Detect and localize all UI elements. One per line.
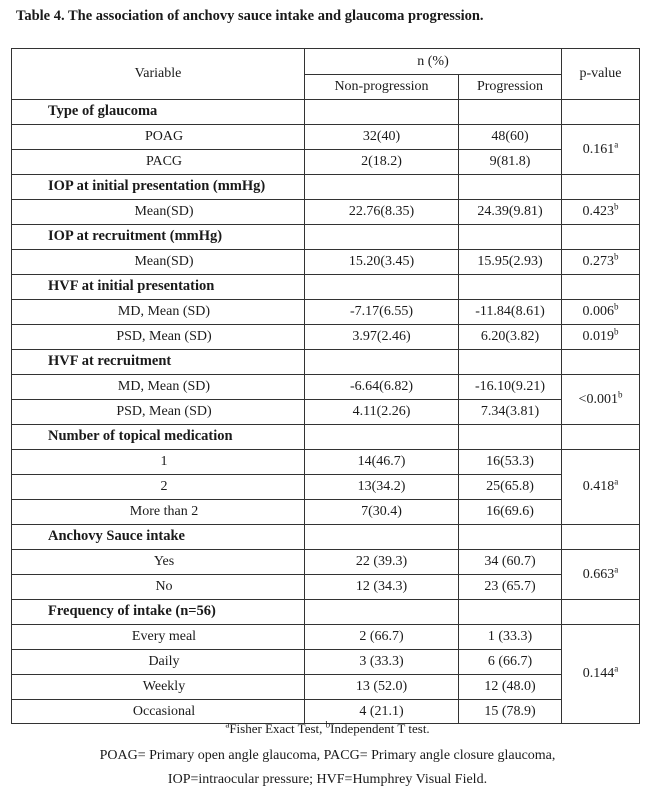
section-row (12, 600, 640, 625)
header-row (12, 49, 640, 75)
progression-cell: 15 (78.9) (459, 700, 562, 724)
non-progression-cell: 2(18.2) (305, 150, 459, 175)
table-row (12, 650, 640, 675)
pvalue-cell: 0.006$^b$ (562, 300, 640, 325)
table-row (12, 475, 640, 500)
row-label: MD, Mean (SD) (12, 300, 305, 325)
progression-cell: 9(81.8) (459, 150, 562, 175)
abbreviations-line: IOP=intraocular pressure; HVF=Humphrey Visual Field. (167, 772, 488, 787)
progression-cell: 7.34(3.81) (459, 400, 562, 425)
non-progression-cell: 7(30.4) (305, 500, 459, 525)
non-progression-cell: 3 (33.3) (305, 650, 459, 675)
table-row (12, 125, 640, 150)
pvalue-cell: 0.019$^b$ (562, 325, 640, 350)
row-label: Every meal (12, 625, 305, 650)
row-label: Mean(SD) (12, 250, 305, 275)
non-progression-cell: 13 (52.0) (305, 675, 459, 700)
non-progression-cell: 15.20(3.45) (305, 250, 459, 275)
table-row (12, 400, 640, 425)
table-row (12, 450, 640, 475)
table-title: Table 4. The association of anchovy sauce intake and glaucoma progression. (16, 8, 484, 24)
progression-cell: 23 (65.7) (459, 575, 562, 600)
section-label: Anchovy Sauce intake (12, 525, 305, 550)
section-row (12, 425, 640, 450)
progression-cell: 6.20(3.82) (459, 325, 562, 350)
table-row (12, 500, 640, 525)
non-progression-cell: 2 (66.7) (305, 625, 459, 650)
progression-cell: 1 (33.3) (459, 625, 562, 650)
row-label: POAG (12, 125, 305, 150)
non-progression-cell: -7.17(6.55) (305, 300, 459, 325)
row-label: 2 (12, 475, 305, 500)
table-footnote: $^a$Fisher Exact Test, $^b$Independent T test. (225, 719, 430, 736)
progression-cell: 6 (66.7) (459, 650, 562, 675)
pvalue-cell: <0.001$^b$ (562, 375, 640, 425)
abbreviations-note (20, 744, 635, 792)
progression-header: Progression (459, 75, 562, 100)
section-row (12, 275, 640, 300)
row-label: MD, Mean (SD) (12, 375, 305, 400)
non-progression-cell: -6.64(6.82) (305, 375, 459, 400)
section-row (12, 350, 640, 375)
table-row (12, 300, 640, 325)
pvalue-cell: 0.423$^b$ (562, 200, 640, 225)
row-label: PSD, Mean (SD) (12, 400, 305, 425)
row-label: More than 2 (12, 500, 305, 525)
variable-header: Variable (12, 49, 305, 100)
pvalue-cell: 0.161$^a$ (562, 125, 640, 175)
section-label: Frequency of intake (n=56) (12, 600, 305, 625)
section-row (12, 525, 640, 550)
table-row (12, 150, 640, 175)
row-label: Mean(SD) (12, 200, 305, 225)
pvalue-cell: 0.663$^a$ (562, 550, 640, 600)
non-progression-cell: 14(46.7) (305, 450, 459, 475)
progression-cell: 12 (48.0) (459, 675, 562, 700)
progression-cell: 34 (60.7) (459, 550, 562, 575)
progression-cell: -16.10(9.21) (459, 375, 562, 400)
section-label: IOP at recruitment (mmHg) (12, 225, 305, 250)
progression-cell: 16(53.3) (459, 450, 562, 475)
non-progression-header: Non-progression (305, 75, 459, 100)
non-progression-cell: 4.11(2.26) (305, 400, 459, 425)
table-row (12, 375, 640, 400)
table-row (12, 625, 640, 650)
non-progression-cell: 12 (34.3) (305, 575, 459, 600)
section-label: Number of topical medication (12, 425, 305, 450)
section-label: HVF at initial presentation (12, 275, 305, 300)
abbreviations-line: POAG= Primary open angle glaucoma, PACG= Primary angle closure glaucoma, (99, 748, 556, 763)
row-label: PSD, Mean (SD) (12, 325, 305, 350)
progression-cell: 48(60) (459, 125, 562, 150)
table-row (12, 200, 640, 225)
row-label: Daily (12, 650, 305, 675)
section-label: IOP at initial presentation (mmHg) (12, 175, 305, 200)
table-row (12, 550, 640, 575)
row-label: Yes (12, 550, 305, 575)
results-table (11, 48, 640, 724)
section-label: Type of glaucoma (12, 100, 305, 125)
non-progression-cell: 13(34.2) (305, 475, 459, 500)
non-progression-cell: 4 (21.1) (305, 700, 459, 724)
pvalue-header: p-value (562, 49, 640, 100)
section-row (12, 225, 640, 250)
section-row (12, 100, 640, 125)
row-label: PACG (12, 150, 305, 175)
pvalue-cell: 0.418$^a$ (562, 450, 640, 525)
non-progression-cell: 22 (39.3) (305, 550, 459, 575)
table-row (12, 575, 640, 600)
table-row (12, 250, 640, 275)
row-label: 1 (12, 450, 305, 475)
progression-cell: 15.95(2.93) (459, 250, 562, 275)
progression-cell: 24.39(9.81) (459, 200, 562, 225)
pvalue-cell: 0.144$^a$ (562, 625, 640, 724)
progression-cell: 16(69.6) (459, 500, 562, 525)
section-row (12, 175, 640, 200)
n-percent-header: n (%) (305, 49, 562, 75)
pvalue-cell: 0.273$^b$ (562, 250, 640, 275)
row-label: Weekly (12, 675, 305, 700)
row-label: Occasional (12, 700, 305, 724)
table-row (12, 325, 640, 350)
progression-cell: -11.84(8.61) (459, 300, 562, 325)
table-row (12, 675, 640, 700)
row-label: No (12, 575, 305, 600)
progression-cell: 25(65.8) (459, 475, 562, 500)
non-progression-cell: 22.76(8.35) (305, 200, 459, 225)
section-label: HVF at recruitment (12, 350, 305, 375)
non-progression-cell: 32(40) (305, 125, 459, 150)
non-progression-cell: 3.97(2.46) (305, 325, 459, 350)
